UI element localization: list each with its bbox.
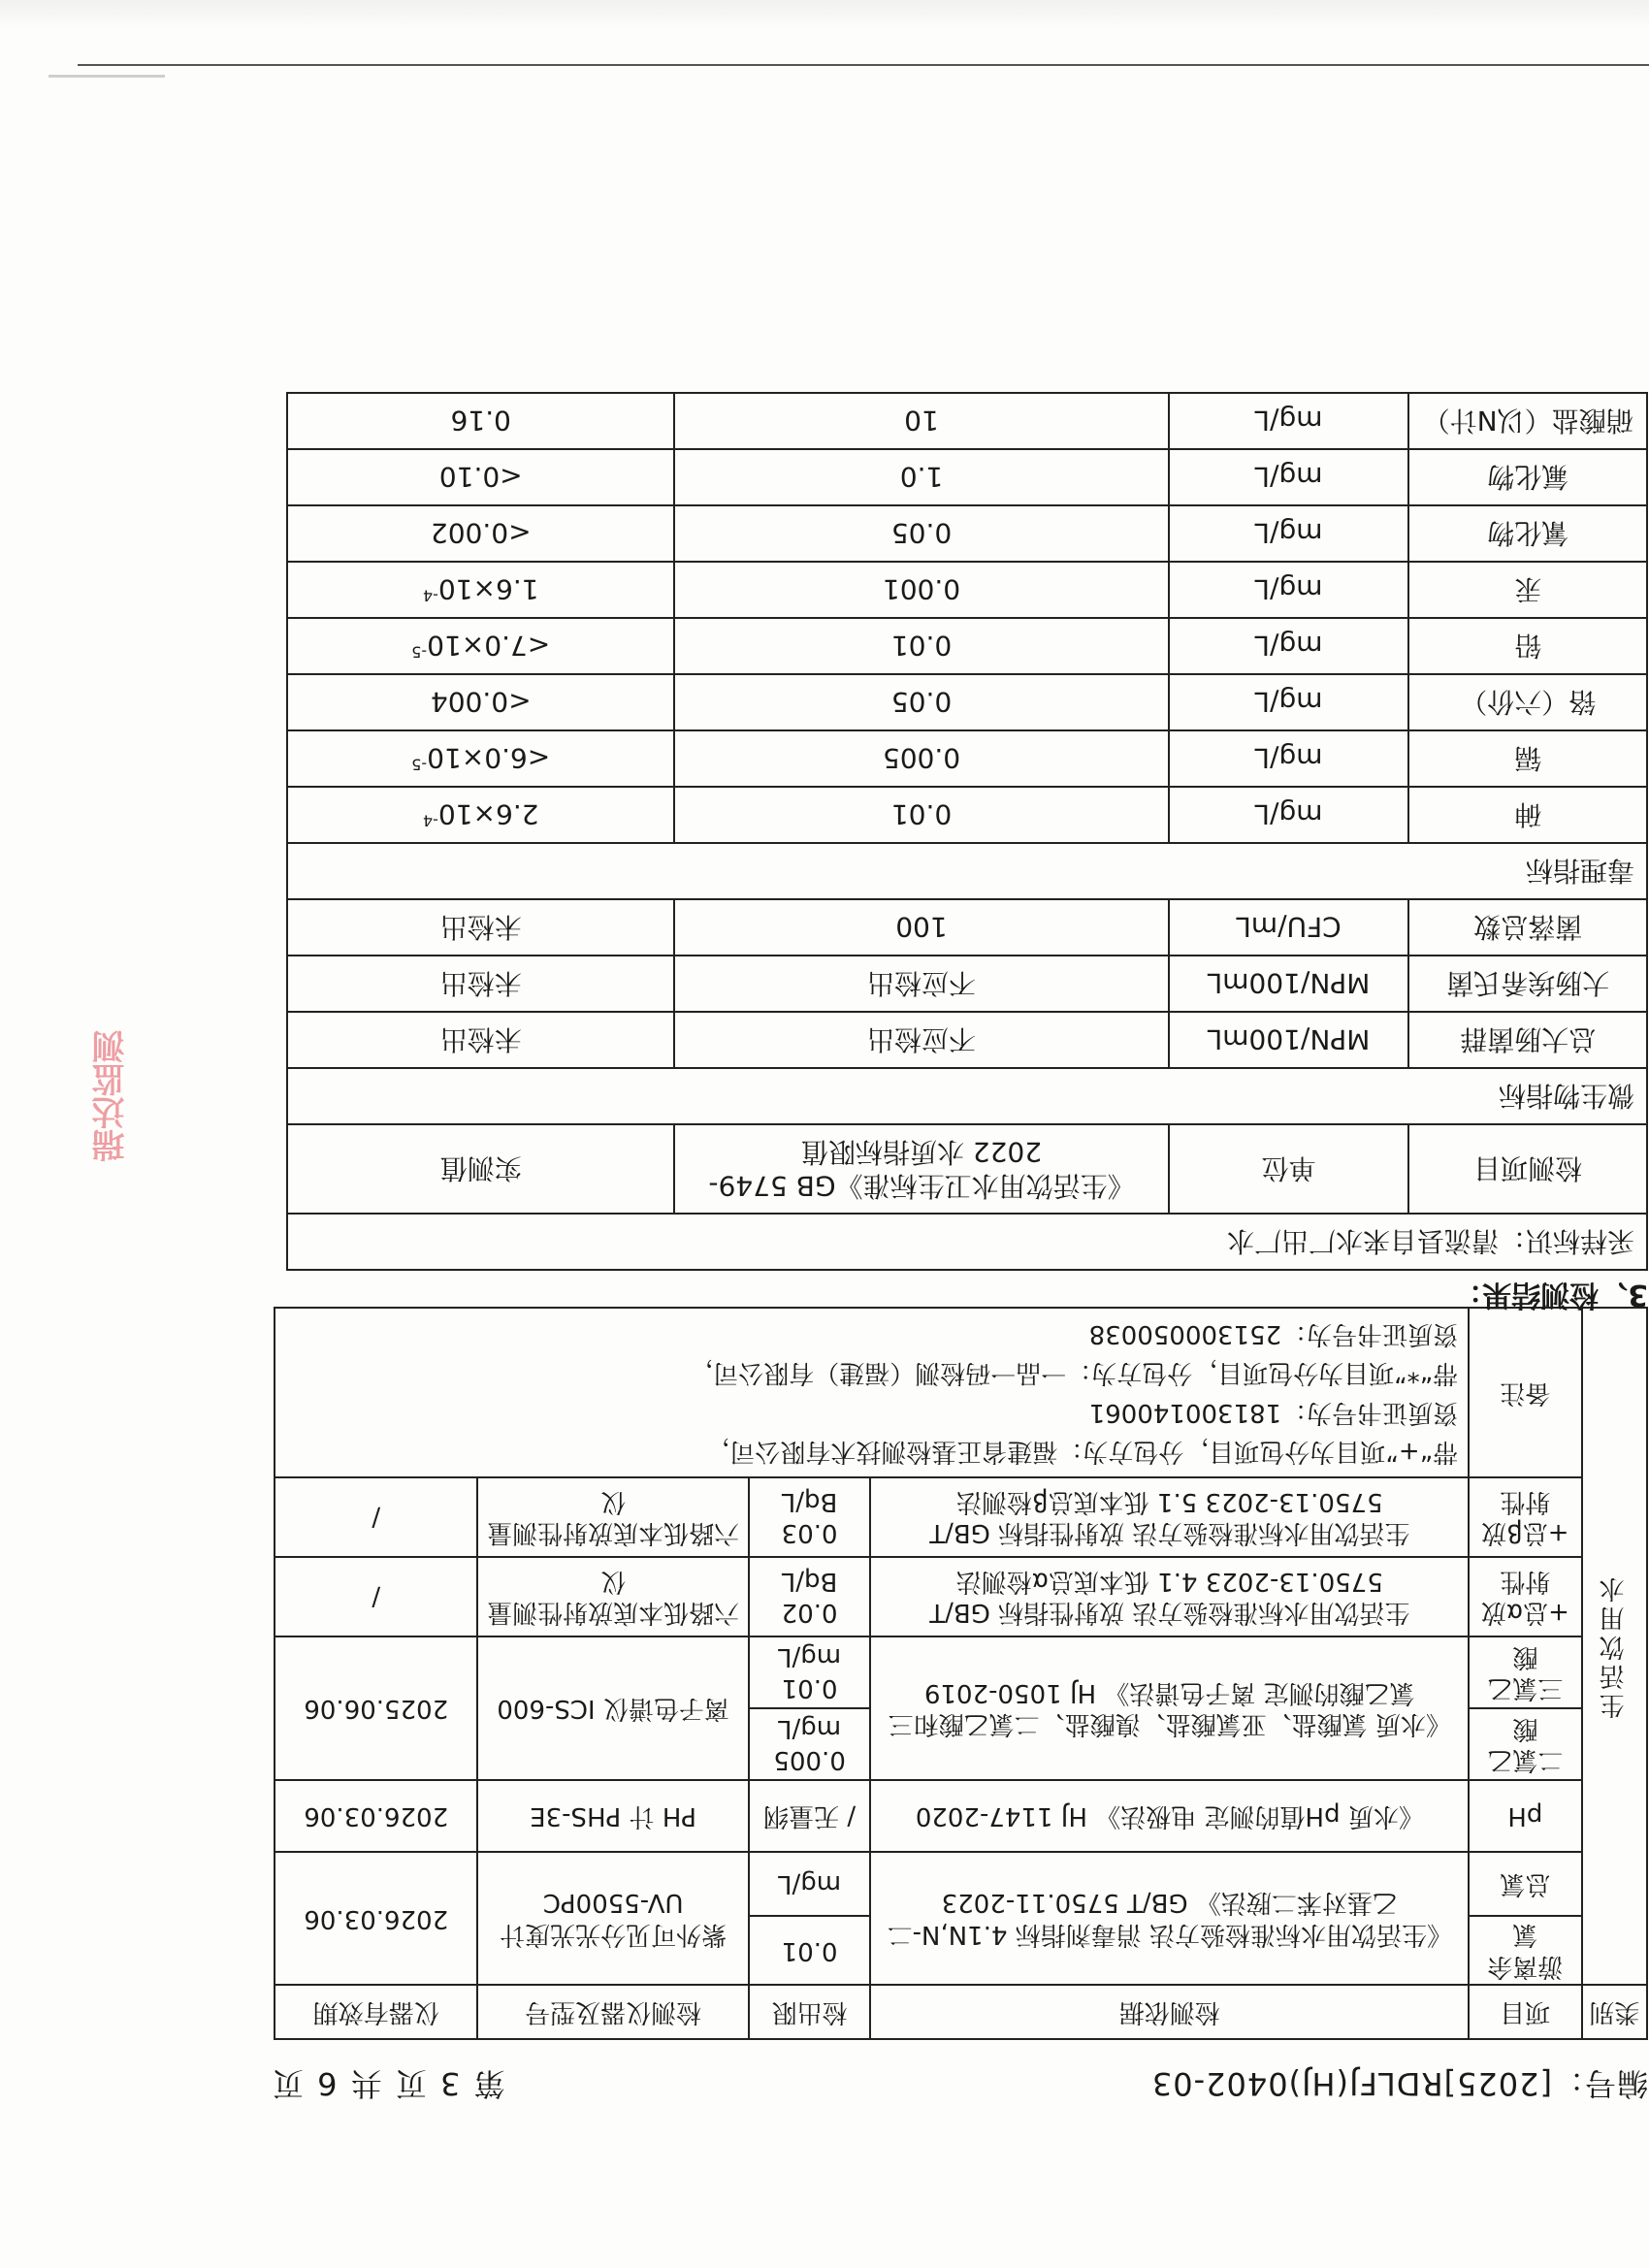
methods-header-row [275, 1985, 1647, 2039]
report-number: 编号：[2025]RDLFJ(HJ)0402-03 [1150, 2065, 1648, 2102]
method-row [275, 1557, 1647, 1636]
col-validity: 仪器有效期 [275, 1985, 477, 2039]
result-limit-text: 10 [904, 405, 939, 437]
notes-row [275, 1308, 1647, 1477]
result-item-text: 镉 [1514, 742, 1542, 775]
method-cell: 生活饮用水标准检验方法 放射性指标 GB/T 5750.13-2023 4.1 低本底总α检测法 [870, 1557, 1469, 1636]
result-item-text: 总大肠菌群 [1460, 1023, 1597, 1056]
notes-label: 备注 [1469, 1308, 1581, 1477]
method-row [275, 1780, 1647, 1852]
instrument-cell: 紫外可见分光光度计 UV-5500PC [477, 1852, 748, 1985]
col-test-item: 检测项目 [1408, 1124, 1647, 1214]
result-item [1408, 562, 1647, 618]
result-item-text: 汞 [1514, 573, 1542, 606]
instrument-cell: PH 计 PHS-3E [477, 1780, 748, 1852]
result-value-exponent: -5 [411, 642, 428, 662]
category-cell: 生活饮用水 [1582, 1308, 1647, 1985]
limit-cell: mg/L [749, 1852, 871, 1916]
result-value-text: 2.6×10 [437, 798, 539, 831]
instrument-cell: 六路低本底放射性测量仪 [477, 1557, 748, 1636]
result-unit [1169, 787, 1409, 843]
result-limit [674, 618, 1168, 674]
result-item [1408, 618, 1647, 674]
result-limit-text: 1.0 [899, 461, 944, 494]
notes-cell [275, 1308, 1469, 1477]
result-unit [1169, 562, 1409, 618]
note-line: 带“*”项目为分包项目，分包方为：一品一码检测（福建）有限公司， [688, 1358, 1459, 1388]
limit-cell: / 无量纲 [749, 1780, 871, 1852]
result-limit [674, 787, 1168, 843]
result-value-text: 0.16 [450, 405, 511, 437]
col-category: 类别 [1582, 1985, 1647, 2039]
result-value [287, 956, 674, 1012]
result-value-text: 1.6×10 [437, 573, 539, 606]
result-limit-text: 不应检出 [867, 967, 977, 1000]
result-item [1408, 674, 1647, 730]
result-unit [1169, 674, 1409, 730]
result-value-text: <0.10 [438, 461, 523, 494]
result-unit [1169, 730, 1409, 787]
result-item [1408, 730, 1647, 787]
group-row [287, 1068, 1647, 1124]
result-item [1408, 787, 1647, 843]
col-item: 项目 [1469, 1985, 1581, 2039]
result-unit-text: mg/L [1254, 405, 1323, 437]
result-unit [1169, 449, 1409, 505]
result-value-text: 未检出 [439, 911, 522, 944]
result-unit-text: CFU/mL [1236, 911, 1342, 944]
result-limit [674, 505, 1168, 562]
sample-label: 采样标识：清流县自来水厂出厂水 [287, 1214, 1647, 1270]
validity-cell: 2026.03.06 [275, 1852, 477, 1985]
result-row [287, 956, 1647, 1012]
result-row [287, 730, 1647, 787]
result-item [1408, 393, 1647, 449]
result-limit [674, 449, 1168, 505]
validity-cell: 2026.03.06 [275, 1780, 477, 1852]
page-header [271, 2059, 1648, 2108]
method-cell: 《水质 pH值的测定 电极法》 HJ 1147-2020 [870, 1780, 1469, 1852]
results-header-row [287, 1124, 1647, 1214]
result-value-text: <0.002 [430, 517, 532, 550]
item-cell: +总α放射性 [1469, 1557, 1581, 1636]
item-cell: 三氯乙酸 [1469, 1636, 1581, 1708]
result-value-text: <6.0×10 [427, 742, 551, 775]
result-value-text: 未检出 [439, 967, 522, 1000]
result-limit [674, 562, 1168, 618]
result-value [287, 449, 674, 505]
result-row [287, 562, 1647, 618]
col-instrument: 检测仪器及型号 [477, 1985, 748, 2039]
col-detection-limit: 检出限 [749, 1985, 871, 2039]
result-unit-text: mg/L [1254, 798, 1323, 831]
seal-stamp [90, 871, 135, 1162]
stamp-text: 瑞达监测 [92, 1030, 131, 1162]
result-item [1408, 956, 1647, 1012]
result-item [1408, 505, 1647, 562]
result-row [287, 787, 1647, 843]
note-line: 资质证书号为：181300140061 [1088, 1397, 1459, 1427]
result-unit-text: MPN/100mL [1207, 967, 1371, 1000]
result-item-text: 氟化物 [1487, 461, 1569, 494]
result-value-exponent: -5 [411, 755, 428, 774]
sample-label-row [287, 1214, 1647, 1270]
result-unit-text: MPN/100mL [1207, 1023, 1371, 1056]
result-row [287, 449, 1647, 505]
result-value-text: <0.004 [430, 686, 532, 719]
col-unit: 单位 [1169, 1124, 1409, 1214]
group-title: 毒理指标 [287, 843, 1647, 899]
result-row [287, 1012, 1647, 1068]
result-item [1408, 899, 1647, 956]
validity-cell: 2025.06.06 [275, 1636, 477, 1780]
result-unit-text: mg/L [1254, 461, 1323, 494]
method-cell: 《水质 氯酸盐、亚氯酸盐、溴酸盐、二氯乙酸和三氯乙酸的测定 离子色谱法》 HJ 1050-2019 [870, 1636, 1469, 1780]
result-limit-text: 0.01 [890, 798, 953, 831]
result-item-text: 菌落总数 [1473, 911, 1583, 944]
method-row [275, 1916, 1647, 1985]
col-measured-value: 实测值 [287, 1124, 674, 1214]
result-limit [674, 393, 1168, 449]
limit-cell: 0.01 [749, 1916, 871, 1985]
result-limit [674, 1012, 1168, 1068]
result-unit-text: mg/L [1254, 742, 1323, 775]
limit-cell: 0.005 mg/L [749, 1708, 871, 1780]
results-table [286, 392, 1648, 1271]
result-item-text: 硝酸盐（以N计） [1422, 405, 1633, 437]
result-item-text: 砷 [1514, 798, 1542, 831]
note-line: 资质证书号为：251300050038 [1088, 1319, 1459, 1349]
note-line: 带“+”项目为分包项目，分包方为：福建省正基检测技术有限公司， [704, 1437, 1459, 1466]
method-cell: 《生活饮用水标准检验方法 消毒剂指标 4.1N,N-二乙基对苯二胺法》 GB/T 5750.11-2023 [870, 1852, 1469, 1985]
result-row [287, 393, 1647, 449]
result-limit [674, 956, 1168, 1012]
result-limit-text: 0.005 [882, 742, 961, 775]
result-row [287, 899, 1647, 956]
result-unit-text: mg/L [1254, 517, 1323, 550]
scan-edge-line [78, 64, 1649, 66]
result-unit [1169, 618, 1409, 674]
limit-cell: 0.02 Bq/L [749, 1557, 871, 1636]
result-limit-text: 0.05 [890, 686, 953, 719]
result-item-text: 大肠埃希氏菌 [1446, 967, 1610, 1000]
result-row [287, 674, 1647, 730]
result-value-text: <7.0×10 [427, 630, 551, 663]
item-cell: 总氯 [1469, 1852, 1581, 1916]
result-item [1408, 449, 1647, 505]
page-number: 第 3 页 共 6 页 [271, 2065, 505, 2102]
result-item [1408, 1012, 1647, 1068]
method-cell: 生活饮用水标准检验方法 放射性指标 GB/T 5750.13-2023 5.1 低本底总β检测法 [870, 1477, 1469, 1557]
result-unit [1169, 505, 1409, 562]
result-value [287, 730, 674, 787]
result-unit-text: mg/L [1254, 573, 1323, 606]
instrument-cell: 离子色谱仪 ICS-600 [477, 1636, 748, 1780]
results-body [287, 393, 1647, 1124]
result-unit [1169, 899, 1409, 956]
result-value [287, 674, 674, 730]
result-limit-text: 0.01 [890, 630, 953, 663]
result-row [287, 618, 1647, 674]
result-unit-text: mg/L [1254, 630, 1323, 663]
col-method: 检测依据 [870, 1985, 1469, 2039]
result-limit-text: 不应检出 [867, 1023, 977, 1056]
result-value [287, 618, 674, 674]
limit-cell: 0.03 Bq/L [749, 1477, 871, 1557]
result-item-text: 铬（六价） [1460, 686, 1597, 719]
result-value [287, 505, 674, 562]
result-value [287, 562, 674, 618]
validity-cell: / [275, 1557, 477, 1636]
result-limit-text: 0.05 [890, 517, 953, 550]
methods-table [274, 1307, 1648, 2040]
item-cell: 游离余氯 [1469, 1916, 1581, 1985]
result-limit [674, 730, 1168, 787]
result-limit [674, 899, 1168, 956]
instrument-cell: 六路低本底放射性测量仪 [477, 1477, 748, 1557]
result-limit-text: 0.001 [882, 573, 961, 606]
result-item-text: 铅 [1514, 630, 1542, 663]
validity-cell: / [275, 1477, 477, 1557]
col-standard-limit: 《生活饮用水卫生标准》GB 5749-2022 水质指标限值 [674, 1124, 1168, 1214]
result-unit [1169, 393, 1409, 449]
limit-cell: 0.01 mg/L [749, 1636, 871, 1708]
result-unit [1169, 956, 1409, 1012]
result-limit-text: 100 [895, 911, 948, 944]
method-row [275, 1477, 1647, 1557]
result-row [287, 505, 1647, 562]
result-value-text: 未检出 [439, 1023, 522, 1056]
result-value [287, 1012, 674, 1068]
result-value-exponent: -4 [422, 811, 438, 830]
result-value [287, 787, 674, 843]
result-value [287, 899, 674, 956]
method-row [275, 1708, 1647, 1780]
result-limit [674, 674, 1168, 730]
group-title: 微生物指标 [287, 1068, 1647, 1124]
result-unit [1169, 1012, 1409, 1068]
group-row [287, 843, 1647, 899]
fold-line [48, 75, 165, 78]
result-value [287, 393, 674, 449]
result-value-exponent: -4 [422, 586, 438, 605]
section-title: 3、检测结果： [1453, 1278, 1648, 1312]
result-unit-text: mg/L [1254, 686, 1323, 719]
item-cell: pH [1469, 1780, 1581, 1852]
result-item-text: 氰化物 [1487, 517, 1569, 550]
item-cell: 二氯乙酸 [1469, 1708, 1581, 1780]
item-cell: +总β放射性 [1469, 1477, 1581, 1557]
